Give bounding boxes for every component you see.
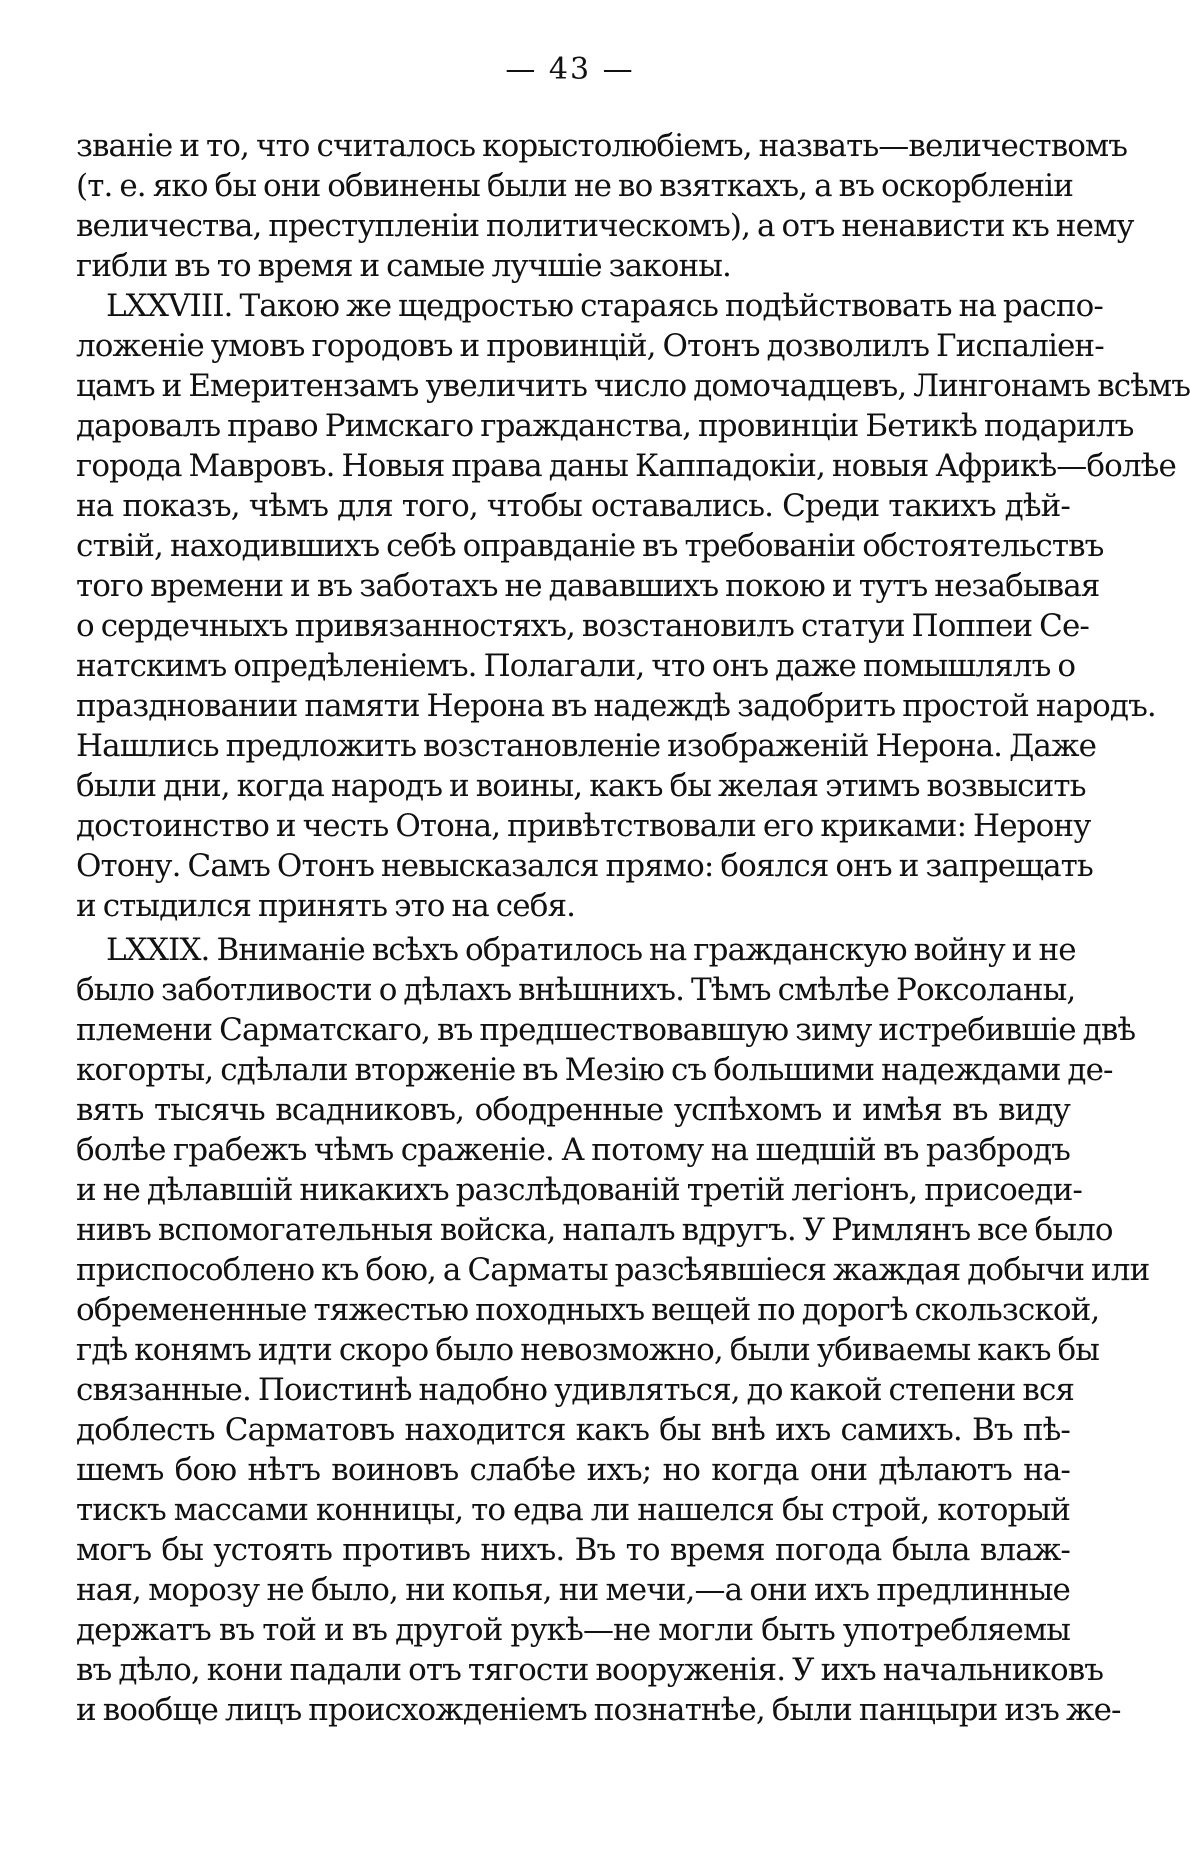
text-line: Нашлись предложить возстановленіе изображеній Нерона. Даже	[76, 728, 1097, 764]
text-line: приспособлено къ бою, а Сарматы разсѣявшіеся жаждая добычи или	[76, 1252, 1150, 1288]
text-line: болѣе грабежъ чѣмъ сраженіе. А потому на шедшій въ разбродъ	[76, 1132, 1070, 1168]
text-line: натскимъ опредѣленіемъ. Полагали, что онъ даже помышлялъ о	[76, 648, 1076, 684]
text-line: въ дѣло, кони падали отъ тягости вооруженія. У ихъ начальниковъ	[76, 1652, 1104, 1688]
text-line: ствій, находившихъ себѣ оправданіе въ требованіи обстоятельствъ	[76, 528, 1104, 564]
text-line: нивъ вспомогательныя войска, напалъ вдругъ. У Римлянъ все было	[76, 1212, 1113, 1248]
text-line: того времени и въ заботахъ не дававшихъ покою и тутъ незабывая	[76, 568, 1100, 604]
text-line: достоинство и честь Отона, привѣтствовали его криками: Нерону	[76, 808, 1091, 844]
text-line: были дни, когда народъ и воины, какъ бы желая этимъ возвысить	[76, 768, 1086, 804]
chapter-lxxviii-start: LXXVIII. Такою же щедростью стараясь подѣйствовать на распо-	[106, 288, 1103, 324]
text-line: величества, преступленіи политическомъ), а отъ ненависти къ нему	[76, 208, 1134, 244]
text-line: Отону. Самъ Отонъ невысказался прямо: боялся онъ и запрещать	[76, 848, 1093, 884]
text-line: праздновании памяти Нерона въ надеждѣ задобрить простой народъ.	[76, 688, 1156, 724]
text-line: гдѣ конямъ идти скоро было невозможно, были убиваемы какъ бы	[76, 1332, 1100, 1368]
text-line: ная, морозу не было, ни копья, ни мечи,—а они ихъ предлинные	[76, 1572, 1070, 1608]
text-line: доблесть Сарматовъ находится какъ бы внѣ ихъ самихъ. Въ пѣ-	[76, 1412, 1070, 1448]
text-line: связанные. Поистинѣ надобно удивляться, до какой степени вся	[76, 1372, 1075, 1408]
text-line: даровалъ право Римскаго гражданства, провинціи Бетикѣ подарилъ	[76, 408, 1134, 444]
paragraph-end-line: и стыдился принять это на себя.	[76, 888, 576, 924]
text-line: (т. е. яко бы они обвинены были не во взяткахъ, а въ оскорбленіи	[76, 168, 1073, 204]
text-line: шемъ бою нѣтъ воиновъ слабѣе ихъ; но когда они дѣлаютъ на-	[76, 1452, 1070, 1488]
text-line: было заботливости о дѣлахъ внѣшнихъ. Тѣмъ смѣлѣе Роксоланы,	[76, 972, 1076, 1008]
page-number: — 43 —	[505, 52, 635, 87]
text-line: держатъ въ той и въ другой рукѣ—не могли быть употребляемы	[76, 1612, 1070, 1648]
paragraph-end-line: гибли въ то время и самые лучшіе законы.	[76, 248, 731, 284]
body-text	[76, 126, 1190, 1730]
text-line: о сердечныхъ привязанностяхъ, возстановилъ статуи Поппеи Се-	[76, 608, 1089, 644]
text-line: ложеніе умовъ городовъ и провинцій, Отонъ дозволилъ Гиспаліен-	[76, 328, 1104, 364]
text-line: и не дѣлавшій никакихъ разслѣдованій третій легіонъ, присоеди-	[76, 1172, 1082, 1208]
text-line: когорты, сдѣлали вторженіе въ Мезію съ большими надеждами де-	[76, 1052, 1113, 1088]
text-line: цамъ и Емеритензамъ увеличить число домочадцевъ, Лингонамъ всѣмъ	[76, 368, 1190, 404]
text-line: племени Сарматскаго, въ предшествовавшую зиму истребившіе двѣ	[76, 1012, 1136, 1048]
text-line: званіе и то, что считалось корыстолюбіемъ, назвать—величествомъ	[76, 128, 1128, 164]
text-line: города Мавровъ. Новыя права даны Каппадокіи, новыя Африкѣ—болѣе	[76, 448, 1176, 484]
text-line: могъ бы устоять противъ нихъ. Въ то время погода была влаж-	[76, 1532, 1070, 1568]
text-line: обремененные тяжестью походныхъ вещей по дорогѣ скользской,	[76, 1292, 1100, 1328]
text-line: вять тысячь всадниковъ, ободренные успѣхомъ и имѣя въ виду	[76, 1092, 1070, 1128]
text-line: и вообще лицъ происхожденіемъ познатнѣе, были панцыри изъ же-	[76, 1692, 1121, 1728]
text-line: на показъ, чѣмъ для того, чтобы оставались. Среди такихъ дѣй-	[76, 488, 1070, 524]
chapter-lxxix-start: LXXIX. Вниманіе всѣхъ обратилось на гражданскую войну и не	[106, 932, 1076, 968]
text-line: тискъ массами конницы, то едва ли нашелся бы строй, который	[76, 1492, 1070, 1528]
